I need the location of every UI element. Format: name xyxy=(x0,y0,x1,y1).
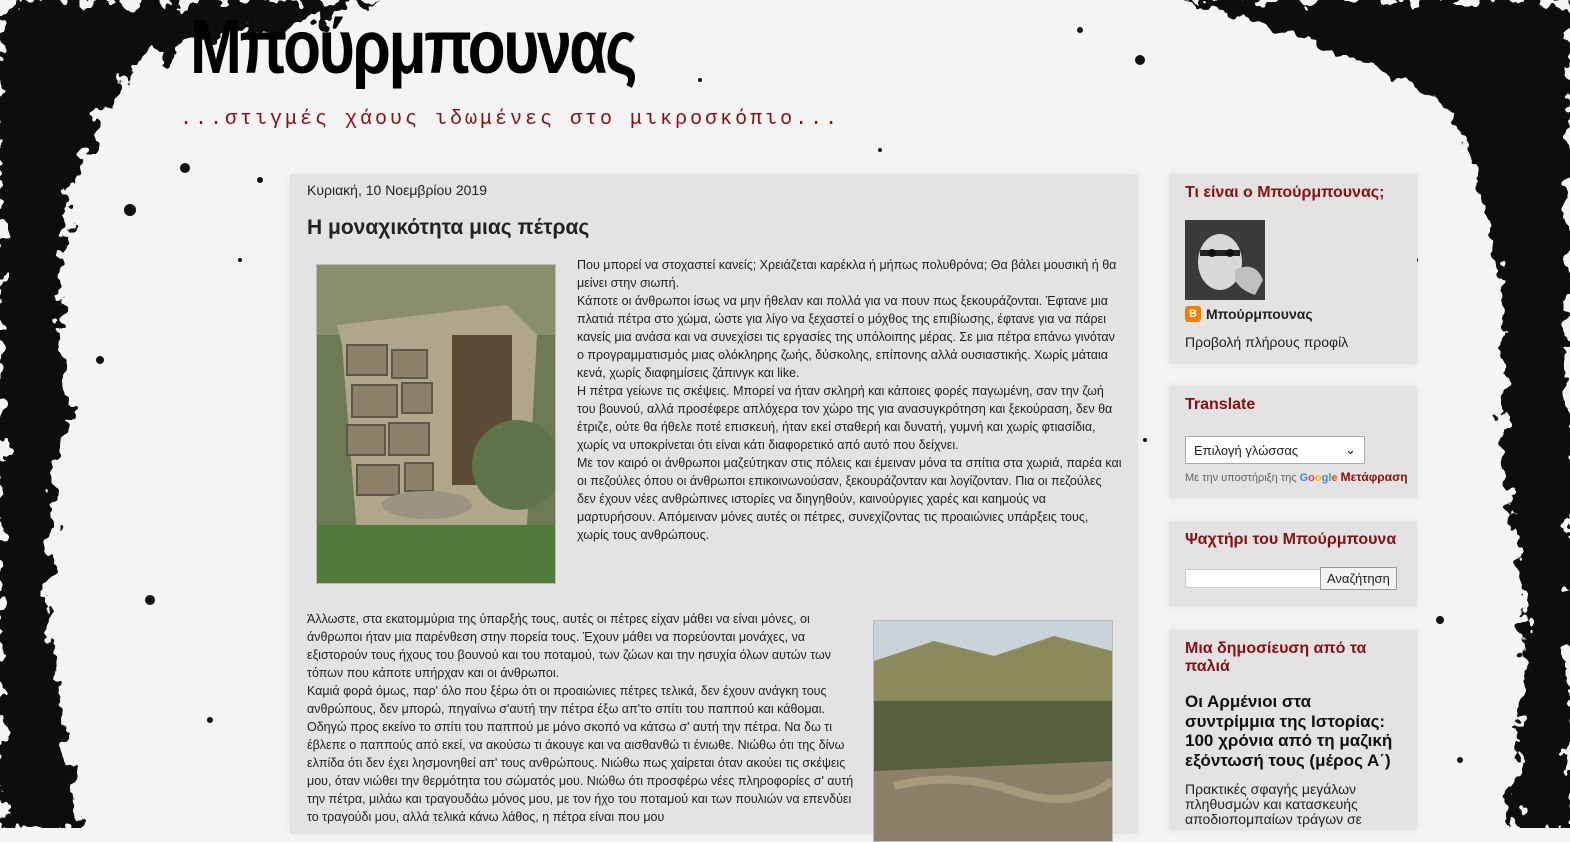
language-select-value: Επιλογή γλώσσας xyxy=(1194,442,1299,458)
translate-heading: Translate xyxy=(1185,396,1256,413)
powered-by xyxy=(1185,470,1408,484)
post-body-top xyxy=(577,256,1122,544)
profile-name-text: Μπούρμπουνας xyxy=(1206,306,1313,322)
post-title[interactable]: Η μοναχικότητα μιας πέτρας xyxy=(307,216,590,239)
view-profile-link[interactable]: Προβολή πλήρους προφίλ xyxy=(1185,334,1349,350)
post-paragraph: Που μπορεί να στοχαστεί κανείς; Χρειάζεται καρέκλα ή μήπως πολυθρόνα; Θα βάλει μουσική ή θα μείνει στην σιωπή. xyxy=(577,258,1117,290)
post-date: Κυριακή, 10 Νοεμβρίου 2019 xyxy=(307,182,487,198)
avatar[interactable] xyxy=(1185,220,1265,300)
post-paragraph: Άλλωστε, στα εκατομμύρια της ύπαρξής τους, αυτές οι πέτρες είχαν μάθει να είναι μόνες, οι άνθρωποι ήταν μια παρένθεση στην πορεία τους. Έχουν μάθει να πορεύονται μονάχες, να εξιστορούν τους ήχους του βουνού και του ποταμού, των ζώων και την ησυχία όλων αυτών των τόπων που κάποτε υπήρχαν και οι άνθρωποι. xyxy=(307,612,831,680)
search-button[interactable]: Αναζήτηση xyxy=(1320,567,1397,590)
post-paragraph: Καμιά φορά όμως, παρ' όλο που ξέρω ότι οι προαιώνιες πέτρες τελικά, δεν έχουν ανάγκη τους ανθρώπους, δεν μπορώ, πηγαίνω σ'αυτή την πέτρα έξω απ'το σπίτι του παππού και κάθομαι. Οδηγώ προς εκείνο το σπίτι του παππού με μόνο σκοπό να κάτσω σ' αυτή την πέτρα. Να δω τι έβλεπε ο παππούς από εκεί, να ακούσω τι άκουγε και να αισθανθώ τι ένιωθε. Νιώθω ότι της δίνω ελπίδα ότι δεν έχει λησμονηθεί απ' τους ανθρώπους. Νιώθω πως χαίρεται όταν ακούει τις σκέψεις μου, όταν νιώθει την θερμότητα του σώματός μου. Νιώθω ότι προσφέρω νέες πληροφορίες σ' αυτή την πέτρα, μιλάω και τραγουδάω μόνος μου, με τον ήχο του ποταμού και των πουλιών να επενδύει το τραγούδι μου, αλλά τελικά κάνω λάθος, η πέτρα είναι που μου xyxy=(307,684,854,824)
blog-description: ...στιγμές χάους ιδωμένες στο μικροσκόπιο... xyxy=(180,108,841,131)
featured-post-widget xyxy=(1169,630,1417,830)
google-logo: Google xyxy=(1299,472,1338,484)
post-image-stone-hut[interactable] xyxy=(316,264,556,584)
main-content xyxy=(290,174,1138,834)
post-image-landscape[interactable] xyxy=(873,620,1113,842)
post-body-bottom xyxy=(307,610,855,826)
post-paragraph: Η πέτρα γείωνε τις σκέψεις. Μπορεί να ήταν σκληρή και κάποιες φορές παγωμένη, σαν την ζωή του βουνού, αλλά προσέφερε απλόχερα τον χώρο της για ανασυγκρότηση και ξεκούραση, δεν θα έτριζε, ούτε θα ήθελε ποτέ επισκευή, ήταν εκεί σταθερή και δυνατή, γυμνή και χωρίς φτιασίδια, χωρίς να υποκρίνεται ότι είναι κάτι διαφορετικό από αυτό που δείχνει. xyxy=(577,384,1113,452)
translate-link[interactable]: Μετάφραση xyxy=(1340,470,1408,484)
post-paragraph: Κάποτε οι άνθρωποι ίσως να μην ήθελαν και πολλά για να πουν πως ξεκουράζονται. Έφτανε μια πλατιά πέτρα στο χώμα, ώστε για λίγο να ξεχαστεί ο μόχθος της επιβίωσης, έφτανε για να πάρει κανείς μια ανάσα και να συνεχίσει τις εργασίες της υπόλοιπης μέρας. Σε μια πέτρα επάνω γινόταν ο προγραμματισμός μιας ολόκληρης ζωής, δύσκολης, επίπονης αλλά ουσιαστικής. Χωρίς μάταια κενά, χωρίς διαφημίσεις ζάπινγκ και like. xyxy=(577,294,1115,380)
search-heading: Ψαχτήρι του Μπούρμπουνα xyxy=(1185,531,1397,548)
search-input[interactable] xyxy=(1185,569,1322,588)
featured-post-snippet: Πρακτικές σφαγής μεγάλων πληθυσμών και κατασκευής αποδιοπομπαίων τράγων σε xyxy=(1185,781,1362,827)
blog-title[interactable]: Μπούρμπουνας xyxy=(190,5,636,90)
profile-name[interactable] xyxy=(1185,306,1313,322)
featured-post-heading: Μια δημοσίευση από τα παλιά xyxy=(1185,640,1367,675)
featured-post-title[interactable]: Οι Αρμένιοι στα συντρίμμια της Ιστορίας: 100 χρόνια από τη μαζική εξόντωσή τους (μέρος Α΄) xyxy=(1185,692,1393,770)
translate-widget xyxy=(1169,386,1417,498)
post-paragraph: Με τον καιρό οι άνθρωποι μαζεύτηκαν στις πόλεις και έμειναν μόνα τα σπίτια στα χωριά, παρέα και οι πεζούλες όπου οι άνθρωποι επικοινωνούσαν, ξεκουράζονταν και λογίζονταν. Πια οι πεζούλες δεν έχουν νέες ανθρώπινες ιστορίες να διηγηθούν, καινούργιες χαρές και καημούς να μαρτυρήσουν. Απόμειναν μόνες αυτές οι πέτρες, συνεχίζοντας τις προαιώνιες υπάρξεις τους, χωρίς τους ανθρώπους. xyxy=(577,456,1122,542)
blogger-icon: B xyxy=(1185,306,1201,322)
chevron-down-icon: ⌄ xyxy=(1345,442,1356,457)
profile-widget xyxy=(1169,174,1417,364)
blog-header xyxy=(180,5,841,131)
powered-by-text: Με την υποστήριξη της xyxy=(1185,472,1297,484)
profile-heading: Τι είναι ο Μπούρμπουνας; xyxy=(1185,184,1385,201)
language-select[interactable] xyxy=(1185,436,1365,464)
search-widget xyxy=(1169,521,1417,607)
